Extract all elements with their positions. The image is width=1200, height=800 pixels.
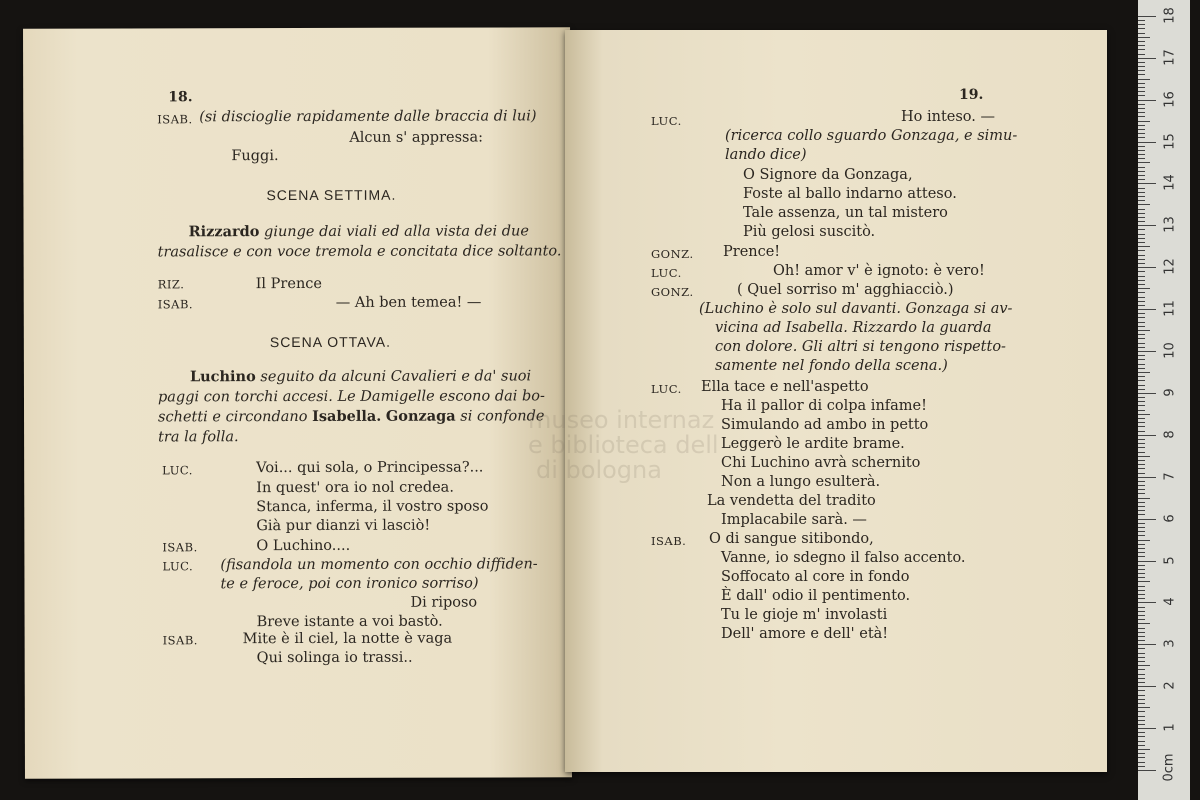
- ruler-tick: [1138, 393, 1156, 394]
- ruler-tick: [1138, 753, 1145, 754]
- stage-direction: tra la folla.: [158, 429, 239, 446]
- ruler-tick: [1138, 556, 1145, 557]
- ruler-tick: [1138, 653, 1145, 654]
- ruler-tick: [1138, 661, 1145, 662]
- ruler-tick: [1138, 644, 1156, 645]
- ruler-tick: [1138, 473, 1145, 474]
- verse-line: Breve istante a voi bastò.: [256, 613, 443, 631]
- ruler-tick: [1138, 250, 1145, 251]
- ruler-tick: [1138, 322, 1145, 323]
- ruler-tick: [1138, 129, 1145, 130]
- ruler-tick: [1138, 305, 1145, 306]
- ruler-tick: [1138, 502, 1145, 503]
- ruler-tick: [1138, 213, 1145, 214]
- stage-direction: lando dice): [725, 147, 807, 163]
- ruler-tick: [1138, 682, 1145, 683]
- verse-line: Mite è il ciel, la notte è vaga: [242, 630, 453, 648]
- ruler-tick: [1138, 590, 1145, 591]
- ruler-tick: [1138, 431, 1145, 432]
- speaker-label: RIZ.: [157, 277, 185, 292]
- ruler-mark-label: 9: [1162, 388, 1178, 397]
- verse-line: Vanne, io sdegno il falso accento.: [721, 550, 966, 566]
- ruler-tick: [1138, 238, 1145, 239]
- ruler-tick: [1138, 506, 1145, 507]
- ruler-tick: [1138, 657, 1145, 658]
- ruler-tick: [1138, 351, 1156, 352]
- verse-line: In quest' ora io nol credea.: [256, 479, 454, 497]
- ruler-tick: [1138, 619, 1145, 620]
- ruler-tick: [1138, 535, 1145, 536]
- verse-line: Più gelosi suscitò.: [743, 224, 876, 240]
- ruler-tick: [1138, 640, 1145, 641]
- scene-heading: SCENA OTTAVA.: [269, 333, 392, 351]
- page-number: 19.: [959, 87, 984, 103]
- ruler-tick: [1138, 477, 1156, 478]
- ruler-tick: [1138, 724, 1145, 725]
- ruler-tick: [1138, 49, 1145, 50]
- ruler-tick: [1138, 695, 1145, 696]
- ruler-tick: [1138, 544, 1145, 545]
- ruler-tick: [1138, 728, 1156, 729]
- ruler-tick: [1138, 108, 1145, 109]
- stage-direction: con dolore. Gli altri si tengono rispetto-: [715, 339, 1006, 355]
- ruler-tick: [1138, 623, 1150, 624]
- ruler-tick: [1138, 62, 1145, 63]
- ruler-tick: [1138, 137, 1145, 138]
- ruler-mark-label: 14: [1162, 174, 1178, 192]
- ruler-tick: [1138, 531, 1145, 532]
- ruler-tick: [1138, 452, 1145, 453]
- ruler-tick: [1138, 133, 1145, 134]
- verse-line: È dall' odio il pentimento.: [721, 588, 911, 604]
- ruler-tick: [1138, 271, 1145, 272]
- ruler-tick: [1138, 770, 1156, 771]
- ruler-tick: [1138, 24, 1145, 25]
- ruler-tick: [1138, 397, 1145, 398]
- ruler-tick: [1138, 326, 1145, 327]
- ruler-tick: [1138, 569, 1145, 570]
- speaker-label: LUC.: [651, 114, 682, 128]
- ruler-tick: [1138, 523, 1145, 524]
- ruler-tick: [1138, 405, 1145, 406]
- stage-direction: paggi con torchi accesi. Le Damigelle escono dai bo-: [157, 388, 545, 406]
- ruler-tick: [1138, 414, 1150, 415]
- ruler-tick: [1138, 514, 1145, 515]
- ruler-tick: [1138, 527, 1145, 528]
- speaker-label: LUC.: [651, 266, 682, 280]
- speaker-label: LUC.: [162, 559, 194, 574]
- ruler-tick: [1138, 581, 1150, 582]
- verse-line: — Ah ben temea! —: [335, 294, 482, 311]
- ruler-tick: [1138, 28, 1145, 29]
- verse-line: Soffocato al core in fondo: [721, 569, 910, 585]
- verse-line: Ella tace e nell'aspetto: [701, 379, 869, 395]
- ruler-tick: [1138, 561, 1156, 562]
- measurement-ruler: [1138, 0, 1190, 800]
- ruler-mark-label: 17: [1162, 48, 1178, 66]
- stage-direction: (ricerca collo sguardo Gonzaga, e simu-: [725, 128, 1018, 144]
- ruler-tick: [1138, 91, 1145, 92]
- ruler-tick: [1138, 317, 1145, 318]
- ruler-tick: [1138, 125, 1145, 126]
- ruler-tick: [1138, 703, 1145, 704]
- ruler-tick: [1138, 757, 1145, 758]
- verse-line: Dell' amore e dell' età!: [721, 626, 889, 642]
- ruler-tick: [1138, 749, 1150, 750]
- stage-direction: seguito da alcuni Cavalieri e da' suoi: [260, 368, 532, 386]
- ruler-tick: [1138, 150, 1145, 151]
- left-page: [23, 27, 572, 778]
- ruler-tick: [1138, 292, 1145, 293]
- ruler-mark-label: 5: [1162, 555, 1178, 565]
- ruler-tick: [1138, 74, 1145, 75]
- ruler-mark-label: 2: [1162, 681, 1178, 690]
- ruler-tick: [1138, 577, 1145, 578]
- verse-line: O di sangue sitibondo,: [709, 531, 874, 547]
- ruler-tick: [1138, 246, 1150, 247]
- character-name: Gonzaga: [385, 407, 456, 425]
- verse-line: Fuggi.: [231, 148, 279, 165]
- ruler-mark-label: 16: [1162, 90, 1178, 108]
- verse-line: Leggerò le ardite brame.: [721, 436, 905, 452]
- ruler-tick: [1138, 552, 1145, 553]
- ruler-mark-label: 8: [1162, 430, 1178, 439]
- character-name: Rizzardo: [188, 223, 260, 241]
- ruler-tick: [1138, 112, 1145, 113]
- ruler-tick: [1138, 209, 1145, 210]
- ruler-tick: [1138, 372, 1150, 373]
- ruler-tick: [1138, 628, 1145, 629]
- ruler-tick: [1138, 280, 1145, 281]
- ruler-tick: [1138, 389, 1145, 390]
- ruler-tick: [1138, 401, 1145, 402]
- page-number: 18.: [168, 89, 193, 106]
- verse-line: Stanca, inferma, il vostro sposo: [256, 498, 489, 516]
- ruler-tick: [1138, 20, 1145, 21]
- ruler-tick: [1138, 79, 1150, 80]
- ruler-tick: [1138, 259, 1145, 260]
- ruler-tick: [1138, 510, 1145, 511]
- ruler-tick: [1138, 678, 1145, 679]
- ruler-tick: [1138, 426, 1145, 427]
- ruler-tick: [1138, 481, 1145, 482]
- ruler-tick: [1138, 632, 1145, 633]
- ruler-tick: [1138, 359, 1145, 360]
- ruler-tick: [1138, 540, 1150, 541]
- verse-line: Ho inteso. —: [901, 109, 996, 125]
- ruler-tick: [1138, 443, 1145, 444]
- ruler-tick: [1138, 158, 1145, 159]
- verse-line: O Signore da Gonzaga,: [743, 167, 913, 183]
- ruler-tick: [1138, 104, 1145, 105]
- stage-direction-line: [158, 409, 544, 425]
- ruler-tick: [1138, 745, 1145, 746]
- ruler-tick: [1138, 313, 1145, 314]
- ruler-tick: [1138, 347, 1145, 348]
- ruler-tick: [1138, 385, 1145, 386]
- ruler-tick: [1138, 607, 1145, 608]
- ruler-tick: [1138, 418, 1145, 419]
- ruler-tick: [1138, 736, 1145, 737]
- ruler-tick: [1138, 456, 1150, 457]
- speaker-label: ISAB.: [157, 297, 194, 312]
- ruler-tick: [1138, 284, 1145, 285]
- ruler-tick: [1138, 330, 1150, 331]
- ruler-tick: [1138, 686, 1156, 687]
- verse-line: Già pur dianzi vi lasciò!: [256, 517, 431, 535]
- ruler-mark-label: 4: [1162, 597, 1178, 607]
- ruler-tick: [1138, 741, 1145, 742]
- ruler-tick: [1138, 493, 1145, 494]
- ruler-tick: [1138, 464, 1145, 465]
- verse-line: Prence!: [723, 244, 781, 260]
- ruler-tick: [1138, 54, 1145, 55]
- ruler-tick: [1138, 121, 1150, 122]
- ruler-tick: [1138, 498, 1150, 499]
- ruler-tick: [1138, 594, 1145, 595]
- ruler-tick: [1138, 225, 1156, 226]
- verse-line: Voi... qui sola, o Principessa?...: [256, 459, 484, 477]
- ruler-tick: [1138, 435, 1156, 436]
- ruler-tick: [1138, 598, 1145, 599]
- ruler-tick: [1138, 175, 1145, 176]
- ruler-tick: [1138, 142, 1156, 143]
- ruler-tick: [1138, 200, 1145, 201]
- verse-line: Foste al ballo indarno atteso.: [743, 186, 957, 202]
- ruler-tick: [1138, 33, 1145, 34]
- ruler-tick: [1138, 699, 1145, 700]
- ruler-tick: [1138, 234, 1145, 235]
- ruler-tick: [1138, 255, 1145, 256]
- ruler-tick: [1138, 669, 1145, 670]
- stage-direction-line: [190, 369, 531, 384]
- ruler-tick: [1138, 37, 1150, 38]
- ruler-tick: [1138, 204, 1150, 205]
- speaker-label: LUC.: [162, 463, 193, 478]
- ruler-tick: [1138, 162, 1150, 163]
- ruler-tick: [1138, 41, 1145, 42]
- verse-line: Tu le gioje m' involasti: [721, 607, 888, 623]
- ruler-tick: [1138, 447, 1145, 448]
- ruler-tick: [1138, 716, 1145, 717]
- ruler-tick: [1138, 732, 1145, 733]
- stage-direction: si confonde: [460, 408, 545, 425]
- ruler-tick: [1138, 380, 1145, 381]
- ruler-mark-label: 6: [1162, 513, 1178, 523]
- verse-line: Oh! amor v' è ignoto: è vero!: [773, 263, 985, 279]
- speaker-label: ISAB.: [157, 112, 193, 127]
- ruler-tick: [1138, 217, 1145, 218]
- ruler-tick: [1138, 196, 1145, 197]
- ruler-tick: [1138, 573, 1145, 574]
- ruler-tick: [1138, 95, 1145, 96]
- ruler-tick: [1138, 267, 1156, 268]
- ruler-mark-label: 18: [1162, 7, 1178, 24]
- speaker-label: GONZ.: [651, 247, 694, 261]
- ruler-mark-label: 11: [1162, 300, 1178, 317]
- ruler-tick: [1138, 611, 1145, 612]
- right-page: [565, 30, 1107, 772]
- ruler-tick: [1138, 66, 1145, 67]
- stage-direction: vicina ad Isabella. Rizzardo la guarda: [715, 320, 992, 336]
- ruler-tick: [1138, 221, 1145, 222]
- ruler-tick: [1138, 410, 1145, 411]
- ruler-tick: [1138, 519, 1156, 520]
- stage-direction: trasalisce e con voce tremola e concitata dice soltanto.: [157, 243, 562, 261]
- ruler-tick: [1138, 548, 1145, 549]
- ruler-tick: [1138, 711, 1145, 712]
- speaker-label: ISAB.: [162, 633, 198, 648]
- ruler-unit-label: 0cm: [1161, 753, 1177, 782]
- verse-line: ( Quel sorriso m' agghiacciò.): [737, 282, 954, 298]
- ruler-mark-label: 12: [1162, 258, 1178, 275]
- ruler-tick: [1138, 192, 1145, 193]
- ruler-tick: [1138, 70, 1145, 71]
- ruler-mark-label: 13: [1162, 216, 1178, 234]
- stage-direction: (Luchino è solo sul davanti. Gonzaga si av-: [699, 301, 1013, 317]
- speaker-label: ISAB.: [651, 534, 687, 548]
- ruler-tick: [1138, 276, 1145, 277]
- ruler-tick: [1138, 242, 1145, 243]
- verse-line: Alcun s' appressa:: [349, 129, 484, 146]
- speaker-label: LUC.: [651, 382, 682, 396]
- ruler-tick: [1138, 485, 1145, 486]
- verse-line: Ha il pallor di colpa infame!: [721, 398, 927, 414]
- ruler-tick: [1138, 154, 1145, 155]
- ruler-tick: [1138, 364, 1145, 365]
- ruler-tick: [1138, 460, 1145, 461]
- ruler-tick: [1138, 586, 1145, 587]
- ruler-tick: [1138, 229, 1145, 230]
- ruler-tick: [1138, 167, 1145, 168]
- ruler-tick: [1138, 439, 1145, 440]
- ruler-tick: [1138, 83, 1145, 84]
- stage-direction: te e feroce, poi con ironico sorriso): [220, 575, 479, 593]
- ruler-tick: [1138, 16, 1156, 17]
- character-name: Luchino: [189, 368, 256, 386]
- ruler-tick: [1138, 301, 1145, 302]
- scene-heading: SCENA SETTIMA.: [266, 186, 397, 204]
- ruler-tick: [1138, 58, 1156, 59]
- ruler-tick: [1138, 100, 1156, 101]
- character-name: Isabella.: [312, 407, 382, 425]
- verse-line: Qui solinga io trassi..: [256, 649, 413, 667]
- ruler-tick: [1138, 690, 1145, 691]
- ruler-tick: [1138, 636, 1145, 637]
- ruler-tick: [1138, 343, 1145, 344]
- ruler-tick: [1138, 355, 1145, 356]
- stage-direction: schetti e circondano: [158, 408, 308, 426]
- ruler-tick: [1138, 648, 1145, 649]
- ruler-tick: [1138, 368, 1145, 369]
- verse-line: Non a lungo esulterà.: [721, 474, 881, 490]
- ruler-tick: [1138, 116, 1145, 117]
- ruler-tick: [1138, 263, 1145, 264]
- ruler-tick: [1138, 338, 1145, 339]
- verse-line: Il Prence: [255, 275, 323, 293]
- stage-direction: (si discioglie rapidamente dalle braccia di lui): [199, 108, 537, 126]
- museum-watermark: museo internaz e biblioteca dell di bologna: [528, 406, 719, 485]
- ruler-tick: [1138, 468, 1145, 469]
- verse-line: La vendetta del tradito: [707, 493, 876, 509]
- ruler-mark-label: 3: [1162, 639, 1178, 648]
- ruler-tick: [1138, 171, 1145, 172]
- ruler-tick: [1138, 45, 1145, 46]
- stage-direction: (fisandola un momento con occhio diffiden-: [220, 556, 538, 574]
- ruler-tick: [1138, 615, 1145, 616]
- ruler-tick: [1138, 674, 1145, 675]
- ruler-tick: [1138, 422, 1145, 423]
- ruler-tick: [1138, 665, 1150, 666]
- ruler-tick: [1138, 334, 1145, 335]
- ruler-tick: [1138, 707, 1150, 708]
- verse-line: Di riposo: [410, 594, 478, 611]
- ruler-tick: [1138, 87, 1145, 88]
- speaker-label: ISAB.: [162, 540, 198, 555]
- ruler-tick: [1138, 309, 1156, 310]
- ruler-mark-label: 10: [1162, 342, 1178, 359]
- ruler-tick: [1138, 183, 1156, 184]
- verse-line: Simulando ad ambo in petto: [721, 417, 929, 433]
- ruler-mark-label: 15: [1162, 132, 1178, 150]
- ruler-tick: [1138, 720, 1145, 721]
- ruler-tick: [1138, 602, 1156, 603]
- verse-line: O Luchino....: [256, 537, 351, 555]
- ruler-tick: [1138, 565, 1145, 566]
- ruler-mark-label: 7: [1162, 472, 1178, 481]
- verse-line: Implacabile sarà. —: [721, 512, 867, 528]
- stage-direction: giunge dai viali ed alla vista dei due: [264, 223, 529, 241]
- ruler-tick: [1138, 762, 1145, 763]
- ruler-tick: [1138, 376, 1145, 377]
- ruler-tick: [1138, 288, 1150, 289]
- ruler-tick: [1138, 146, 1145, 147]
- ruler-mark-label: 1: [1162, 723, 1178, 732]
- ruler-tick: [1138, 188, 1145, 189]
- ruler-tick: [1138, 489, 1145, 490]
- ruler-tick: [1138, 766, 1145, 767]
- verse-line: Tale assenza, un tal mistero: [743, 205, 948, 221]
- stage-direction: samente nel fondo della scena.): [715, 358, 948, 374]
- verse-line: Chi Luchino avrà schernito: [721, 455, 921, 471]
- ruler-tick: [1138, 297, 1145, 298]
- ruler-tick: [1138, 179, 1145, 180]
- stage-direction-line: [189, 224, 529, 239]
- speaker-label: GONZ.: [651, 285, 694, 299]
